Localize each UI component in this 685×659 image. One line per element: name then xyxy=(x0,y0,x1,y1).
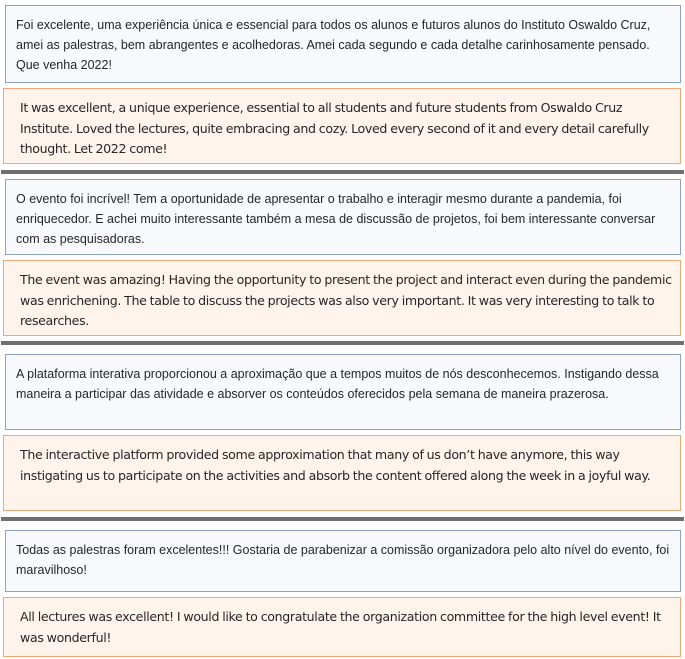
testimonial-en-1: It was excellent, a unique experience, essential to all students and future students from Oswaldo Cruz Institute. Loved the lectures, quite embracing and cozy. Loved every second of it and every detail carefully thought. Let 2022 come! xyxy=(3,88,681,164)
testimonial-en-2: The event was amazing! Having the opportunity to present the project and interact even during the pandemic was enrichening. The table to discuss the projects was also very important. It was very interesting to talk to researches. xyxy=(3,260,681,336)
testimonial-pt-3: A plataforma interativa proporcionou a aproximação que a tempos muitos de nós desconhecemos. Instigando dessa maneira a participar das atividade e absorver os conteúdos oferecidos pela semana de maneira prazerosa. xyxy=(5,354,681,430)
section-divider xyxy=(1,341,684,345)
section-divider xyxy=(1,170,684,174)
testimonial-en-3: The interactive platform provided some approximation that many of us don’t have anymore, this way instigating us to participate on the activities and absorb the content offered along the week in a joyful way. xyxy=(3,435,681,511)
testimonial-en-4: All lectures was excellent! I would like to congratulate the organization committee for the high level event! It was wonderful! xyxy=(3,597,681,657)
testimonial-pt-2: O evento foi incrível! Tem a oportunidade de apresentar o trabalho e interagir mesmo durante a pandemia, foi enriquecedor. E achei muito interessante também a mesa de discussão de projetos, foi bem interessante conversar com as pesquisadoras. xyxy=(5,179,681,255)
testimonial-pt-4: Todas as palestras foram excelentes!!! Gostaria de parabenizar a comissão organizadora pelo alto nível do evento, foi maravilhoso! xyxy=(5,530,681,592)
section-divider xyxy=(1,517,684,521)
testimonial-pt-1: Foi excelente, uma experiência única e essencial para todos os alunos e futuros alunos do Instituto Oswaldo Cruz, amei as palestras, bem abrangentes e acolhedoras. Amei cada segundo e cada detalhe carinhosamente pensado. Que venha 2022! xyxy=(5,5,681,83)
